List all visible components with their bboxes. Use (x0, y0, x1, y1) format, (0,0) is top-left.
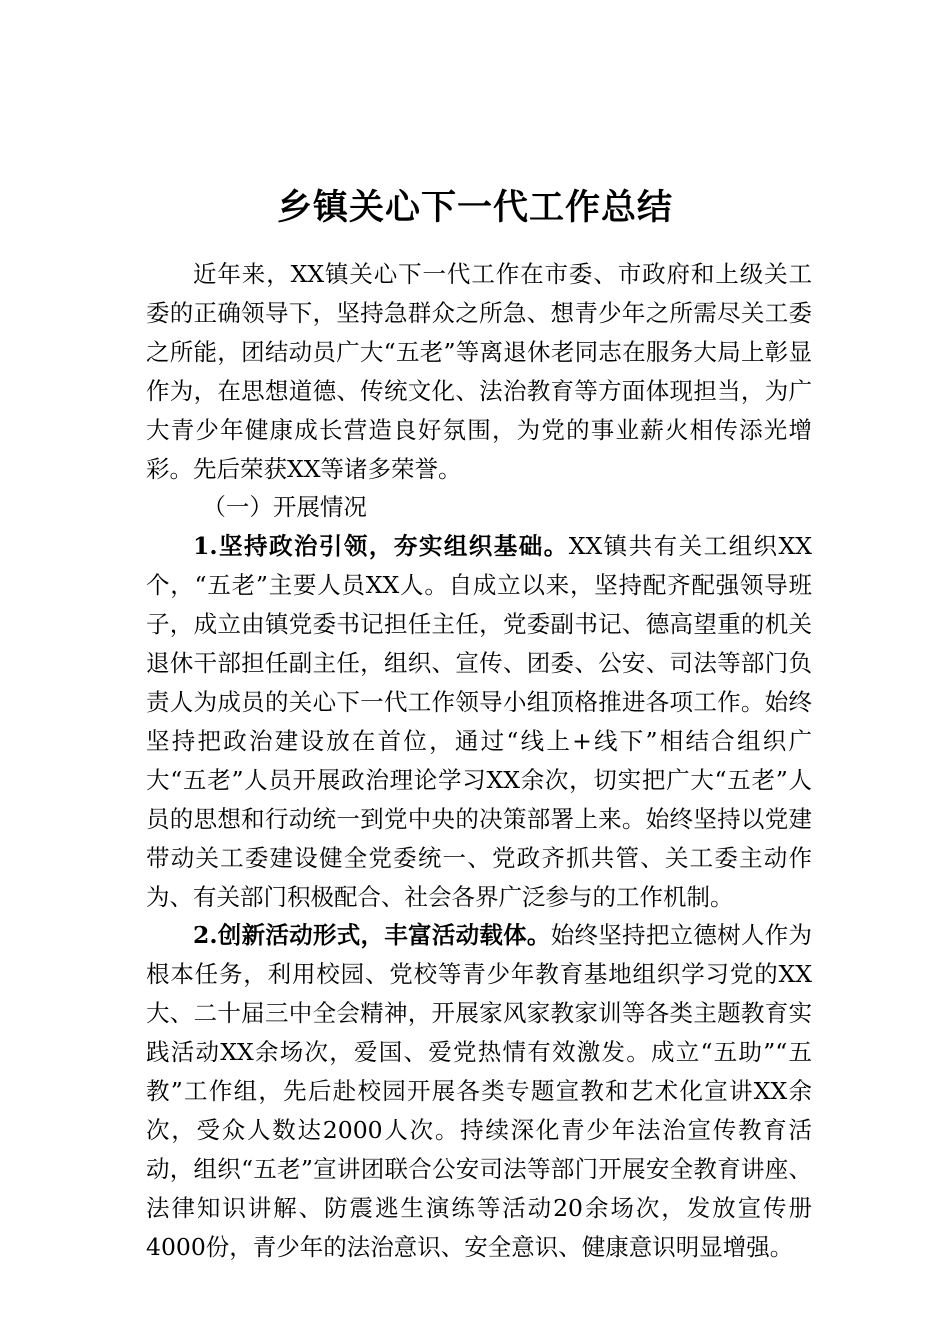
document-body (146, 255, 812, 1267)
paragraph-2-lead: 2.创新活动形式，丰富活动载体。 (193, 921, 551, 950)
paragraph-2 (146, 916, 812, 1266)
paragraph-1-lead: 1.坚持政治引领，夯实组织基础。 (193, 532, 569, 561)
paragraph-1-text: XX镇共有关工组织XX个，“五老”主要人员XX人。自成立以来，坚持配齐配强领导班子，成立由镇党委书记担任主任，党委副书记、德高望重的机关退休干部担任副主任，组织、宣传、团委、公安、司法等部门负责人为成员的关心下一代工作领导小组顶格推进各项工作。始终坚持把政治建设放在首位，通过“线上+线下”相结合组织广大“五老”人员开展政治理论学习XX余次，切实把广大“五老”人员的思想和行动统一到党中央的决策部署上来。始终坚持以党建带动关工委建设健全党委统一、党政齐抓共管、关工委主动作为、有关部门积极配合、社会各界广泛参与的工作机制。 (146, 532, 812, 911)
document-title: 乡镇关心下一代工作总结 (276, 187, 673, 229)
section-heading: （一）开展情况 (202, 493, 367, 522)
paragraph-2-text: 始终坚持把立德树人作为根本任务，利用校园、党校等青少年教育基地组织学习党的XX大、二十届三中全会精神，开展家风家教家训等各类主题教育实践活动XX余场次，爱国、爱党热情有效激发。成立“五助”“五教”工作组，先后赴校园开展各类专题宣教和艺术化宣讲XX余次，受众人数达2000人次。持续深化青少年法治宣传教育活动，组织“五老”宣讲团联合公安司法等部门开展安全教育讲座、法律知识讲解、防震逃生演练等活动20余场次，发放宣传册4000份，青少年的法治意识、安全意识、健康意识明显增强。 (146, 921, 812, 1261)
paragraph-1 (146, 527, 812, 916)
intro-paragraph: 近年来，XX镇关心下一代工作在市委、市政府和上级关工委的正确领导下，坚持急群众之所急、想青少年之所需尽关工委之所能，团结动员广大“五老”等离退休老同志在服务大局上彰显作为，在思想道德、传统文化、法治教育等方面体现担当，为广大青少年健康成长营造良好氛围，为党的事业薪火相传添光增彩。先后荣获XX等诸多荣誉。 (146, 260, 812, 483)
